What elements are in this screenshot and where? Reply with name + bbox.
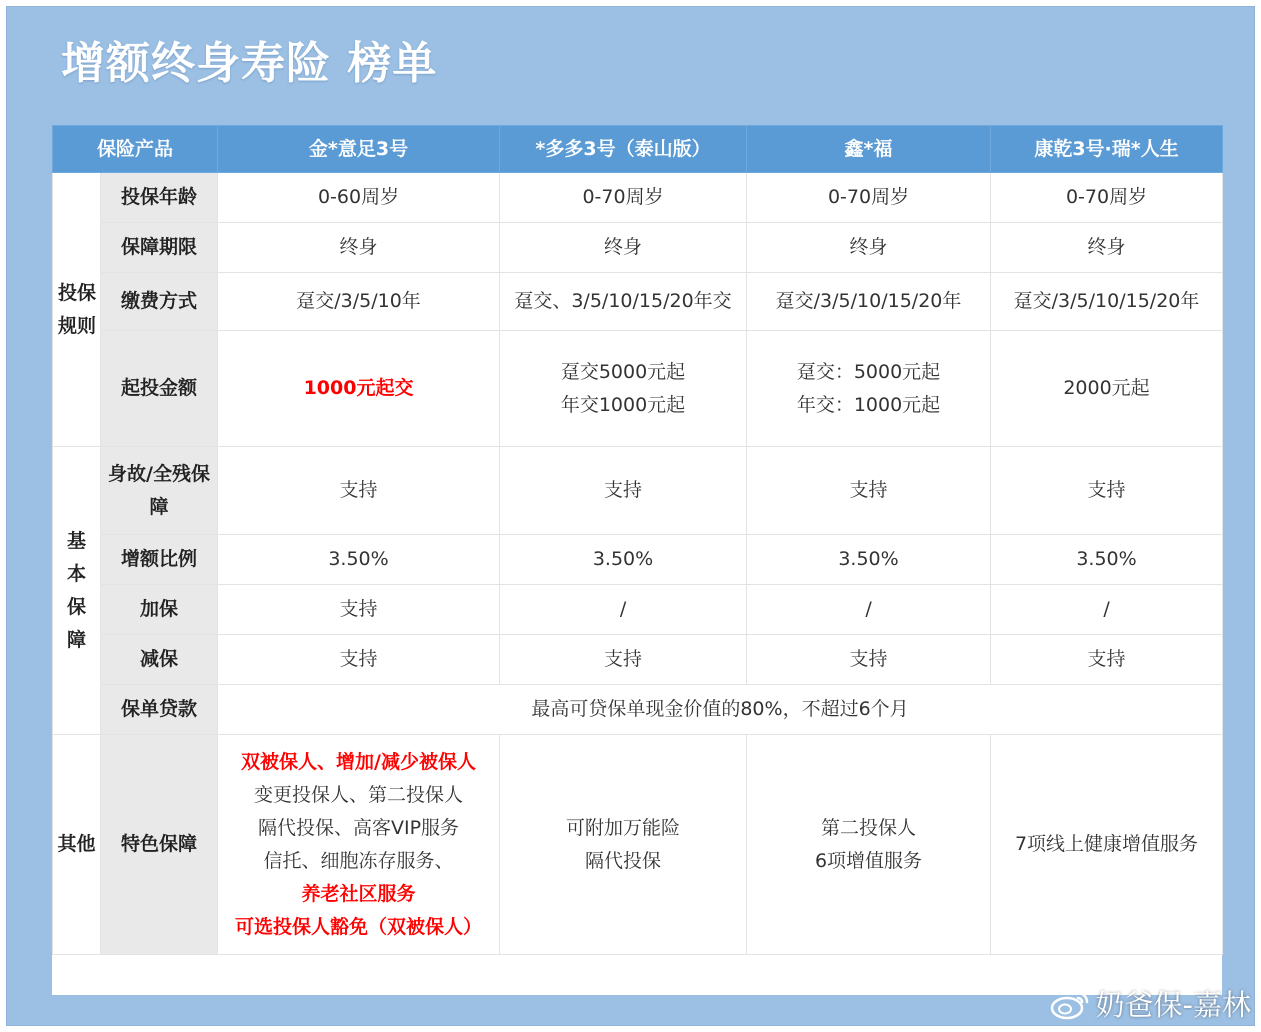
special-3-line-1: 第二投保人 xyxy=(821,816,917,839)
cell-min-amount-1: 1000元起交 xyxy=(218,331,500,447)
table-row-add xyxy=(53,585,1223,635)
cell-payment-1: 趸交/3/5/10年 xyxy=(218,273,500,331)
header-product-3: 鑫*福 xyxy=(747,126,991,173)
table-row-special xyxy=(53,735,1223,955)
cell-add-4: / xyxy=(991,585,1223,635)
min-amount-3-line-2: 年交：1000元起 xyxy=(796,393,941,416)
weibo-icon xyxy=(1050,988,1090,1020)
cell-special-4: 7项线上健康增值服务 xyxy=(991,735,1223,955)
cell-term-4: 终身 xyxy=(991,223,1223,273)
header-product-4: 康乾3号·瑞*人生 xyxy=(991,126,1223,173)
row-label-loan: 保单贷款 xyxy=(101,685,218,735)
table-row-min-amount xyxy=(53,331,1223,447)
cell-death-3: 支持 xyxy=(747,447,991,535)
page-frame xyxy=(6,6,1255,1026)
table-row-age xyxy=(53,173,1223,223)
cell-min-amount-2 xyxy=(500,331,747,447)
row-label-add: 加保 xyxy=(101,585,218,635)
cell-death-2: 支持 xyxy=(500,447,747,535)
special-1-line-6: 可选投保人豁免（双被保人） xyxy=(235,915,483,938)
cell-min-amount-3 xyxy=(747,331,991,447)
group-basic: 基本保障 xyxy=(53,447,101,735)
cell-age-4: 0-70周岁 xyxy=(991,173,1223,223)
row-label-reduce: 减保 xyxy=(101,635,218,685)
special-2-line-1: 可附加万能险 xyxy=(566,816,681,839)
table-header-row xyxy=(53,126,1223,173)
table-row-death xyxy=(53,447,1223,535)
cell-payment-3: 趸交/3/5/10/15/20年 xyxy=(747,273,991,331)
header-product-label: 保险产品 xyxy=(53,126,218,173)
special-3-line-2: 6项增值服务 xyxy=(814,849,923,872)
cell-min-amount-4: 2000元起 xyxy=(991,331,1223,447)
cell-payment-4: 趸交/3/5/10/15/20年 xyxy=(991,273,1223,331)
group-other: 其他 xyxy=(53,735,101,955)
cell-death-1: 支持 xyxy=(218,447,500,535)
row-label-special: 特色保障 xyxy=(101,735,218,955)
cell-increase-4: 3.50% xyxy=(991,535,1223,585)
row-label-increase: 增额比例 xyxy=(101,535,218,585)
cell-term-2: 终身 xyxy=(500,223,747,273)
cell-reduce-2: 支持 xyxy=(500,635,747,685)
row-label-payment: 缴费方式 xyxy=(101,273,218,331)
special-1-line-3: 隔代投保、高客VIP服务 xyxy=(257,816,460,839)
table-row-increase xyxy=(53,535,1223,585)
cell-add-1: 支持 xyxy=(218,585,500,635)
cell-increase-2: 3.50% xyxy=(500,535,747,585)
table-row-loan xyxy=(53,685,1223,735)
header-product-1: 金*意足3号 xyxy=(218,126,500,173)
cell-loan: 最高可贷保单现金价值的80%，不超过6个月 xyxy=(218,685,1223,735)
cell-increase-3: 3.50% xyxy=(747,535,991,585)
cell-add-2: / xyxy=(500,585,747,635)
watermark-text: 奶爸保-嘉林 xyxy=(1095,988,1251,1022)
table-row-term xyxy=(53,223,1223,273)
special-1-line-1: 双被保人、增加/减少被保人 xyxy=(241,750,476,773)
row-label-min-amount: 起投金额 xyxy=(101,331,218,447)
special-1-line-4: 信托、细胞冻存服务、 xyxy=(263,849,454,872)
cell-special-2 xyxy=(500,735,747,955)
group-rules: 投保规则 xyxy=(53,173,101,447)
cell-special-1 xyxy=(218,735,500,955)
cell-term-3: 终身 xyxy=(747,223,991,273)
cell-age-1: 0-60周岁 xyxy=(218,173,500,223)
page-title: 增额终身寿险 榜单 xyxy=(61,38,438,89)
special-2-line-2: 隔代投保 xyxy=(585,849,662,872)
cell-add-3: / xyxy=(747,585,991,635)
cell-increase-1: 3.50% xyxy=(218,535,500,585)
special-1-line-5: 养老社区服务 xyxy=(301,882,416,905)
comparison-sheet xyxy=(52,125,1222,995)
cell-death-4: 支持 xyxy=(991,447,1223,535)
cell-special-3 xyxy=(747,735,991,955)
row-label-term: 保障期限 xyxy=(101,223,218,273)
table-row-payment xyxy=(53,273,1223,331)
row-label-age: 投保年龄 xyxy=(101,173,218,223)
table-row-reduce xyxy=(53,635,1223,685)
min-amount-3-line-1: 趸交：5000元起 xyxy=(796,360,941,383)
cell-term-1: 终身 xyxy=(218,223,500,273)
row-label-death: 身故/全残保障 xyxy=(101,447,218,535)
comparison-table xyxy=(52,125,1223,955)
special-1-line-2: 变更投保人、第二投保人 xyxy=(254,783,464,806)
min-amount-2-line-1: 趸交5000元起 xyxy=(560,360,686,383)
cell-reduce-3: 支持 xyxy=(747,635,991,685)
cell-payment-2: 趸交、3/5/10/15/20年交 xyxy=(500,273,747,331)
header-product-2: *多多3号（泰山版） xyxy=(500,126,747,173)
cell-age-3: 0-70周岁 xyxy=(747,173,991,223)
watermark xyxy=(1050,983,1251,1024)
cell-reduce-4: 支持 xyxy=(991,635,1223,685)
min-amount-2-line-2: 年交1000元起 xyxy=(560,393,686,416)
cell-age-2: 0-70周岁 xyxy=(500,173,747,223)
cell-reduce-1: 支持 xyxy=(218,635,500,685)
